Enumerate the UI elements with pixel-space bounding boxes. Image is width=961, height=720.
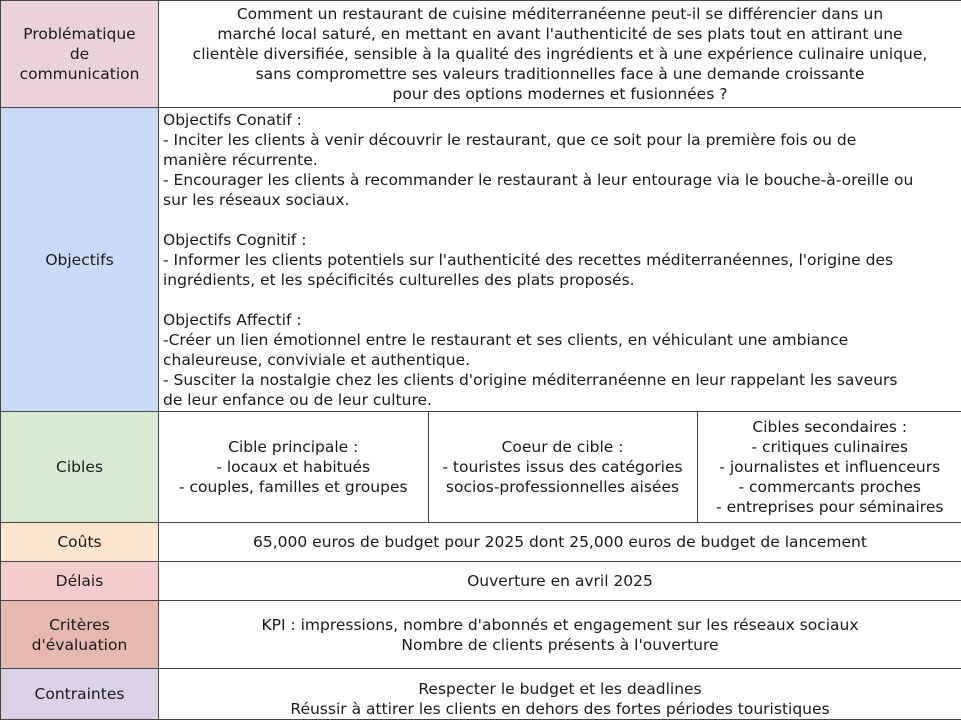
label-objectifs: Objectifs (1, 108, 159, 412)
cibles-cells (159, 412, 961, 523)
row-couts (1, 523, 961, 562)
row-problematique (1, 1, 961, 108)
objectif-conatif-title: Objectifs Conatif : (163, 110, 957, 130)
label-criteres: Critères d'évaluation (1, 601, 159, 669)
cibles-table (159, 412, 961, 522)
criteres-text: KPI : impressions, nombre d'abonnés et engagement sur les réseaux sociaux Nombre de clients présents à l'ouverture (159, 601, 961, 669)
objectif-cognitif-title: Objectifs Cognitif : (163, 230, 957, 250)
row-cibles (1, 412, 961, 523)
cible-principale: Cible principale : - locaux et habitués - couples, familles et groupes (159, 412, 428, 522)
label-contraintes: Contraintes (1, 669, 159, 720)
delais-value: Ouverture en avril 2025 (159, 562, 961, 601)
objectif-affectif-title: Objectifs Affectif : (163, 310, 957, 330)
label-couts: Coûts (1, 523, 159, 562)
couts-value: 65,000 euros de budget pour 2025 dont 25,000 euros de budget de lancement (159, 523, 961, 562)
row-contraintes (1, 669, 961, 720)
label-cibles: Cibles (1, 412, 159, 523)
problematique-text: Comment un restaurant de cuisine méditerranéenne peut-il se différencier dans un marché local saturé, en mettant en avant l'authenticité de ses plats tout en attirant une clientèle diversifiée, sensible à la qualité des ingrédients et à une expérience culinaire unique, sans compromettre ses valeurs traditionnelles face à une demande croissante pour des options modernes et fusionnées ? (159, 1, 961, 108)
label-delais: Délais (1, 562, 159, 601)
coeur-de-cible: Coeur de cible : - touristes issus des catégories socios-professionnelles aisées (428, 412, 697, 522)
row-criteres (1, 601, 961, 669)
contraintes-text: Respecter le budget et les deadlines Réussir à attirer les clients en dehors des fortes périodes touristiques (159, 669, 961, 720)
label-problematique: Problématique de communication (1, 1, 159, 108)
row-delais (1, 562, 961, 601)
objectifs-text: Objectifs Conatif : - Inciter les clients à venir découvrir le restaurant, que ce soit pour la première fois ou de manière récurrente. - Encourager les clients à recommander le restaurant à leur entourage via le bouche-à-oreille ou sur les réseaux sociaux. Objectifs Cognitif : - Informer les clients potentiels sur l'authenticité des recettes méditerranéennes, l'origine des ingrédients, et les spécificités culturelles des plats proposés. Objectifs Affectif : -Créer un lien émotionnel entre le restaurant et ses clients, en véhiculant une ambiance chaleureuse, conviviale et authentique. - Susciter la nostalgie chez les clients d'origine méditerranéenne en leur rappelant les saveurs de leur enfance ou de leur culture. (159, 108, 961, 412)
row-objectifs (1, 108, 961, 412)
cibles-secondaires: Cibles secondaires : - critiques culinaires - journalistes et influenceurs - commercants proches - entreprises pour séminaires (697, 412, 961, 522)
